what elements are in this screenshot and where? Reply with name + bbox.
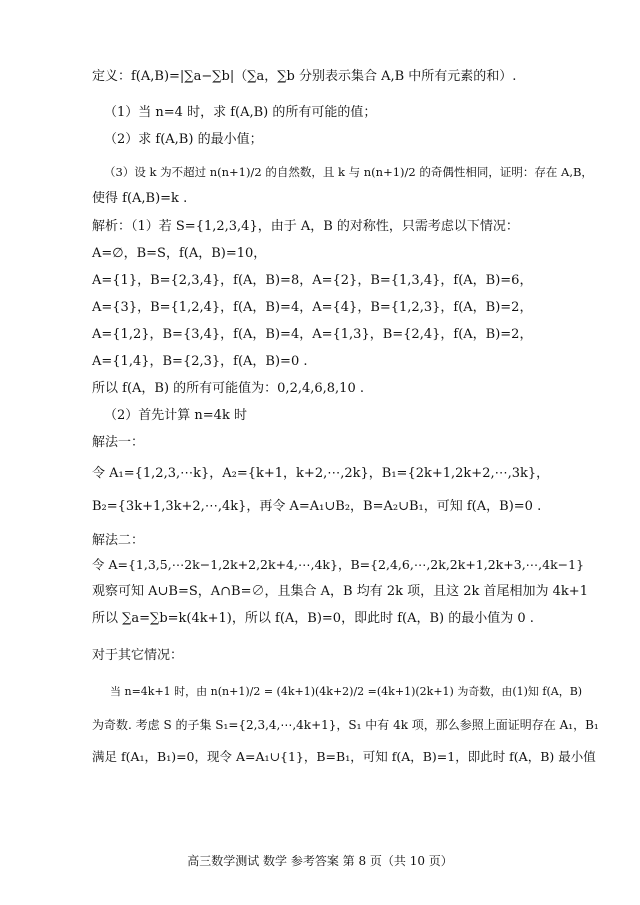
text-line: 解法一： <box>92 435 145 450</box>
text-line: 观察可知 A∪B=S，A∩B=∅，且集合 A，B 均有 2k 项，且这 2k 首尾相加为 4k+1 <box>92 584 588 599</box>
text-line: 为奇数. 考虑 S 的子集 S₁={2,3,4,⋯,4k+1}，S₁ 中有 4k 项，那么参照上面证明存在 A₁，B₁ <box>92 718 599 732</box>
page-footer: 高三数学测试 数学 参考答案 第 8 页（共 10 页） <box>187 854 453 868</box>
text-line: 令 A={1,3,5,⋯2k−1,2k+2,2k+4,⋯,4k}，B={2,4,6,⋯,2k,2k+1,2k+3,⋯,4k−1} <box>92 557 585 572</box>
text-line: 解法二： <box>92 533 145 548</box>
text-line: A=∅，B=S，f(A，B)=10， <box>92 246 267 261</box>
text-line: （1）当 n=4 时，求 f(A,B) 的所有可能的值； <box>104 105 377 120</box>
text-line: （2）求 f(A,B) 的最小值； <box>104 132 263 147</box>
text-line: B₂={3k+1,3k+2,⋯,4k}，再令 A=A₁∪B₂，B=A₂∪B₁，可知 f(A，B)=0 . <box>92 499 542 514</box>
text-line: （3）设 k 为不超过 n(n+1)/2 的自然数，且 k 与 n(n+1)/2 的奇偶性相同，证明：存在 A,B， <box>104 165 593 179</box>
text-line: A={3}，B={1,2,4}，f(A，B)=4，A={4}，B={1,2,3}，f(A，B)=2， <box>92 300 533 315</box>
text-line: 使得 f(A,B)=k . <box>92 191 188 206</box>
text-line: 满足 f(A₁，B₁)=0，现令 A=A₁∪{1}，B=B₁，可知 f(A，B)=1，即此时 f(A，B) 最小值 <box>92 749 596 764</box>
text-line: 解析：（1）若 S={1,2,3,4}，由于 A，B 的对称性，只需考虑以下情况： <box>92 219 519 234</box>
text-line: 所以 ∑a=∑b=k(4k+1)，所以 f(A，B)=0，即此时 f(A，B) 的最小值为 0 . <box>92 611 534 626</box>
text-line: 当 n=4k+1 时，由 n(n+1)/2 = (4k+1)(4k+2)/2 =(4k+1)(2k+1) 为奇数，由(1)知 f(A，B) <box>110 685 583 698</box>
text-line: A={1,4}，B={2,3}，f(A，B)=0 . <box>92 354 308 369</box>
text-line: 对于其它情况： <box>92 648 184 663</box>
text-line: 令 A₁={1,2,3,⋯k}，A₂={k+1，k+2,⋯,2k}，B₁={2k+1,2k+2,⋯,3k}， <box>92 466 550 481</box>
text-line: A={1}，B={2,3,4}，f(A，B)=8，A={2}，B={1,3,4}，f(A，B)=6， <box>92 273 533 288</box>
text-line: （2）首先计算 n=4k 时 <box>104 408 247 423</box>
text-line: 所以 f(A，B) 的所有可能值为：0,2,4,6,8,10 . <box>92 381 364 396</box>
text-line: A={1,2}，B={3,4}，f(A，B)=4，A={1,3}，B={2,4}，f(A，B)=2， <box>92 327 533 342</box>
text-line: 定义：f(A,B)=|∑a−∑b|（∑a，∑b 分别表示集合 A,B 中所有元素的和）. <box>92 69 517 84</box>
